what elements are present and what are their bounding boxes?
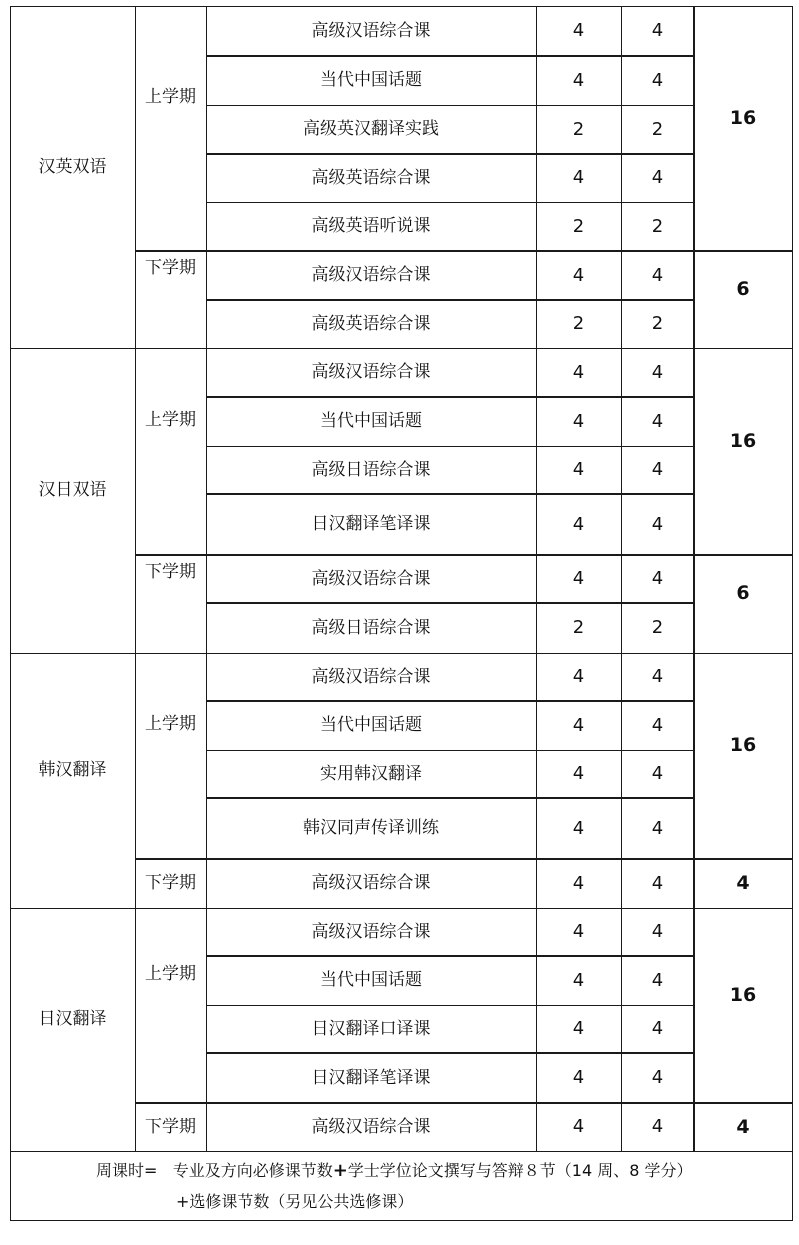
credits-cell: 4 — [651, 666, 664, 687]
weekly-total-cell: 16 — [729, 984, 757, 1006]
grid-line — [792, 6, 793, 1221]
weekly-total-cell: 6 — [736, 278, 750, 300]
hours-cell: 4 — [572, 459, 585, 480]
weekly-total-cell: 4 — [736, 872, 750, 894]
credits-cell: 2 — [651, 118, 664, 140]
hours-cell: 4 — [572, 568, 585, 589]
hours-cell: 4 — [572, 969, 585, 991]
weekly-total-cell: 16 — [729, 430, 757, 452]
semester-label: 下学期 — [145, 1116, 196, 1137]
semester-label: 上学期 — [145, 714, 196, 734]
course-schedule-table — [10, 6, 792, 1221]
direction-label: 日汉翻译 — [38, 1009, 107, 1029]
course-name-cell: 日汉翻译笔译课 — [311, 1067, 431, 1088]
weekly-total-cell: 16 — [729, 734, 757, 756]
grid-line — [135, 6, 136, 1152]
semester-label: 下学期 — [145, 873, 196, 893]
credits-cell: 4 — [651, 410, 664, 432]
hours-cell: 4 — [572, 69, 585, 91]
hours-cell: 4 — [572, 1067, 585, 1088]
hours-cell: 4 — [572, 1018, 585, 1039]
course-name-cell: 韩汉同声传译训练 — [303, 818, 439, 838]
grid-line — [10, 348, 793, 349]
credits-cell: 4 — [651, 69, 664, 91]
course-name-cell: 高级汉语综合课 — [311, 362, 431, 382]
note-line-2: +选修课节数（另见公共选修课） — [176, 1192, 414, 1211]
credits-cell: 4 — [651, 513, 664, 535]
credits-cell: 4 — [651, 763, 664, 784]
hours-cell: 4 — [572, 20, 585, 41]
hours-cell: 4 — [572, 921, 585, 942]
grid-line — [536, 6, 537, 1152]
hours-cell: 4 — [572, 264, 585, 286]
course-name-cell: 高级汉语综合课 — [311, 1116, 431, 1137]
semester-label: 下学期 — [145, 562, 196, 582]
credits-cell: 4 — [651, 1116, 664, 1137]
weekly-hours-note — [10, 1152, 792, 1221]
credits-cell: 2 — [651, 215, 664, 237]
note-thesis-text: 学士学位论文撰写与答辩８节（14 周、8 学分） — [347, 1161, 693, 1180]
credits-cell: 4 — [651, 817, 664, 839]
credits-cell: 4 — [651, 921, 664, 942]
course-name-cell: 日汉翻译笔译课 — [311, 514, 431, 534]
credits-cell: 4 — [651, 969, 664, 991]
hours-cell: 4 — [572, 763, 585, 784]
semester-label: 上学期 — [145, 87, 196, 107]
credits-cell: 4 — [651, 872, 664, 894]
credits-cell: 4 — [651, 167, 664, 188]
semester-label: 上学期 — [145, 964, 196, 984]
note-plus-sign: + — [332, 1160, 348, 1181]
course-name-cell: 当代中国话题 — [320, 970, 422, 990]
hours-cell: 4 — [572, 666, 585, 687]
course-name-cell: 高级英汉翻译实践 — [303, 119, 439, 139]
credits-cell: 2 — [651, 617, 664, 638]
course-name-cell: 日汉翻译口译课 — [311, 1018, 431, 1039]
course-name-cell: 高级汉语综合课 — [311, 873, 431, 893]
credits-cell: 4 — [651, 568, 664, 589]
grid-line — [10, 6, 11, 1221]
hours-cell: 4 — [572, 872, 585, 894]
note-label: 周课时= — [96, 1161, 158, 1180]
grid-line — [10, 653, 793, 654]
credits-cell: 4 — [651, 20, 664, 41]
course-name-cell: 高级汉语综合课 — [311, 20, 431, 41]
direction-label: 汉日双语 — [38, 480, 107, 500]
course-name-cell: 高级英语听说课 — [311, 216, 431, 236]
hours-cell: 2 — [572, 118, 585, 140]
course-name-cell: 当代中国话题 — [320, 715, 422, 735]
course-name-cell: 高级日语综合课 — [311, 617, 431, 638]
grid-line — [206, 6, 207, 1152]
grid-line — [10, 908, 793, 909]
note-required-courses: 专业及方向必修课节数 — [172, 1161, 333, 1180]
course-name-cell: 实用韩汉翻译 — [320, 763, 422, 784]
credits-cell: 2 — [651, 313, 664, 334]
course-name-cell: 当代中国话题 — [320, 411, 422, 431]
course-name-cell: 高级日语综合课 — [311, 459, 431, 480]
course-name-cell: 高级汉语综合课 — [311, 921, 431, 942]
hours-cell: 4 — [572, 410, 585, 432]
weekly-total-cell: 6 — [736, 582, 750, 604]
hours-cell: 4 — [572, 167, 585, 188]
course-name-cell: 高级英语综合课 — [311, 313, 431, 334]
credits-cell: 4 — [651, 264, 664, 286]
course-name-cell: 高级汉语综合课 — [311, 265, 431, 285]
credits-cell: 4 — [651, 1067, 664, 1088]
credits-cell: 4 — [651, 361, 664, 383]
credits-cell: 4 — [651, 714, 664, 736]
grid-line — [693, 6, 695, 1152]
course-name-cell: 高级英语综合课 — [311, 167, 431, 188]
course-name-cell: 高级汉语综合课 — [311, 666, 431, 687]
hours-cell: 4 — [572, 361, 585, 383]
hours-cell: 4 — [572, 817, 585, 839]
direction-label: 韩汉翻译 — [38, 760, 107, 780]
credits-cell: 4 — [651, 1018, 664, 1039]
direction-label: 汉英双语 — [38, 156, 107, 177]
weekly-total-cell: 4 — [736, 1115, 750, 1138]
hours-cell: 2 — [572, 313, 585, 334]
hours-cell: 4 — [572, 714, 585, 736]
hours-cell: 4 — [572, 513, 585, 535]
hours-cell: 2 — [572, 617, 585, 638]
semester-label: 上学期 — [145, 410, 196, 430]
semester-label: 下学期 — [145, 258, 196, 278]
grid-line — [10, 6, 793, 7]
grid-line — [621, 6, 622, 1152]
weekly-total-cell: 16 — [729, 107, 757, 129]
credits-cell: 4 — [651, 459, 664, 480]
hours-cell: 4 — [572, 1116, 585, 1137]
course-name-cell: 高级汉语综合课 — [311, 568, 431, 589]
note-line-1 — [96, 1158, 693, 1184]
course-name-cell: 当代中国话题 — [320, 70, 422, 90]
hours-cell: 2 — [572, 215, 585, 237]
